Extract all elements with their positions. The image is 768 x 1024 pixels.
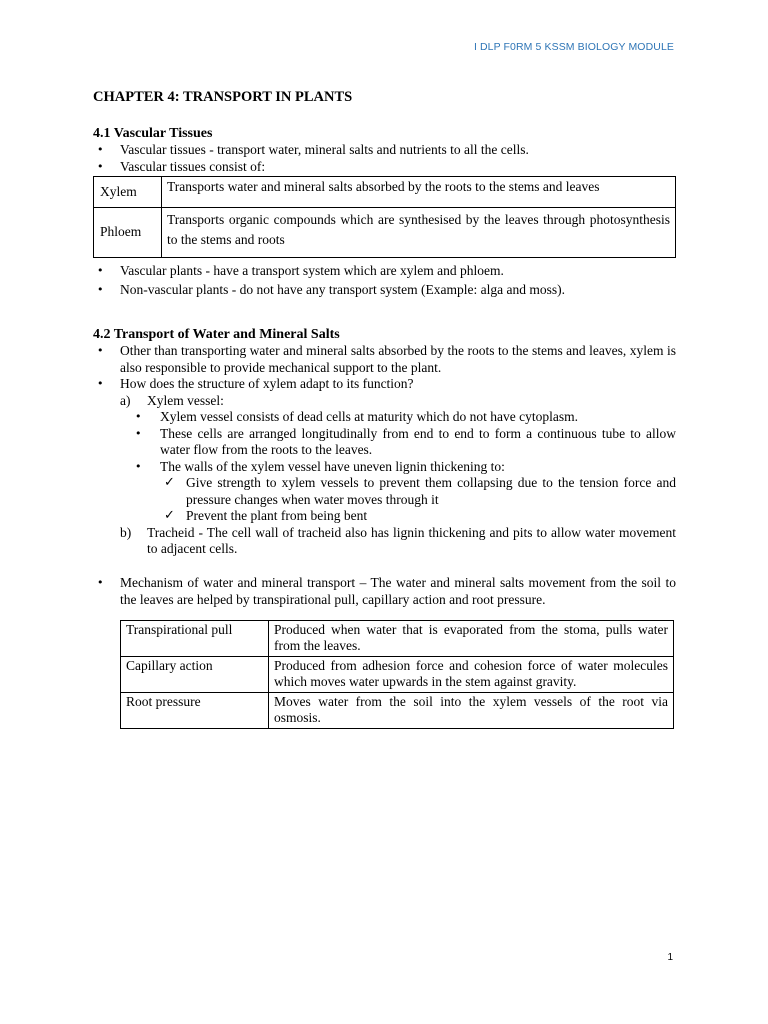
table-row xyxy=(121,620,674,656)
list-item: • Other than transporting water and mineral salts absorbed by the roots to the stems and leaves, xylem is also responsible to provide mechanical support to the plant. xyxy=(93,343,676,376)
section-heading-water-transport: 4.2 Transport of Water and Mineral Salts xyxy=(93,327,340,342)
document-body xyxy=(93,88,676,729)
list-item: • Xylem vessel consists of dead cells at maturity which do not have cytoplasm. xyxy=(132,409,676,426)
list-marker: a) xyxy=(120,392,131,408)
list-item: • Mechanism of water and mineral transport – The water and mineral salts movement from the soil to the leaves are helped by transpirational pull, capillary action and root pressure. xyxy=(93,574,676,608)
xylem-bullets xyxy=(93,343,676,558)
list-item xyxy=(160,508,676,525)
list-item: • Vascular tissues - transport water, mineral salts and nutrients to all the cells. xyxy=(93,142,676,159)
list-marker: b) xyxy=(120,524,132,540)
list-item xyxy=(93,376,676,558)
list-item-title: Xylem vessel: xyxy=(147,392,224,408)
table-cell-text: Produced from adhesion force and cohesion force of water molecules which moves water upwards in the stem against gravity. xyxy=(269,656,674,692)
list-item: • Non-vascular plants - do not have any transport system (Example: alga and moss). xyxy=(93,280,676,299)
list-item-text: How does the structure of xylem adapt to its function? xyxy=(120,376,414,391)
list-item-b xyxy=(120,525,676,558)
vascular-bullets xyxy=(93,142,676,175)
list-item-text: Give strength to xylem vessels to prevent them collapsing due to the tension force and pressure changes when water moves through it xyxy=(186,475,676,507)
table-row xyxy=(94,177,676,208)
table-row xyxy=(121,656,674,692)
table-cell-label: Transpirational pull xyxy=(121,620,269,656)
check-icon: ✓ xyxy=(164,508,175,523)
table-cell-text: Produced when water that is evaporated from the stoma, pulls water from the leaves. xyxy=(269,620,674,656)
table-cell-label: Root pressure xyxy=(121,692,269,728)
table-cell-label: Phloem xyxy=(94,208,162,258)
page-number: 1 xyxy=(667,952,673,963)
list-item-text: Prevent the plant from being bent xyxy=(186,508,368,523)
mechanism-bullet xyxy=(93,574,676,608)
transport-mechanism-table xyxy=(120,620,674,729)
list-item: • These cells are arranged longitudinally from end to end to form a continuous tube to allow water flow from the roots to the leaves. xyxy=(132,426,676,459)
lignin-check-list xyxy=(120,475,676,525)
list-item: • The walls of the xylem vessel have uneven lignin thickening to: xyxy=(132,459,676,476)
vascular-tissues-table xyxy=(93,176,676,258)
xylem-vessel-points xyxy=(120,409,676,475)
table-row xyxy=(94,208,676,258)
list-item-a xyxy=(120,393,676,410)
chapter-title: CHAPTER 4: TRANSPORT IN PLANTS xyxy=(93,89,353,105)
module-header: I DLP F0RM 5 KSSM BIOLOGY MODULE xyxy=(473,41,674,53)
table-cell-label: Xylem xyxy=(94,177,162,208)
list-item xyxy=(160,475,676,508)
table-cell-text: Transports organic compounds which are synthesised by the leaves through photosynthesis to the stems and roots xyxy=(162,208,676,258)
vascular-plant-bullets xyxy=(93,261,676,299)
table-cell-text: Transports water and mineral salts absorbed by the roots to the stems and leaves xyxy=(162,177,676,208)
table-cell-text: Moves water from the soil into the xylem vessels of the root via osmosis. xyxy=(269,692,674,728)
xylem-sub-list xyxy=(120,393,676,558)
list-item: • Vascular plants - have a transport system which are xylem and phloem. xyxy=(93,261,676,280)
table-cell-label: Capillary action xyxy=(121,656,269,692)
list-item-text: Tracheid - The cell wall of tracheid also has lignin thickening and pits to allow water movement to adjacent cells. xyxy=(147,524,676,556)
list-item: • Vascular tissues consist of: xyxy=(93,159,676,176)
check-icon: ✓ xyxy=(164,475,175,490)
table-row xyxy=(121,692,674,728)
section-heading-vascular-tissues: 4.1 Vascular Tissues xyxy=(93,126,213,141)
